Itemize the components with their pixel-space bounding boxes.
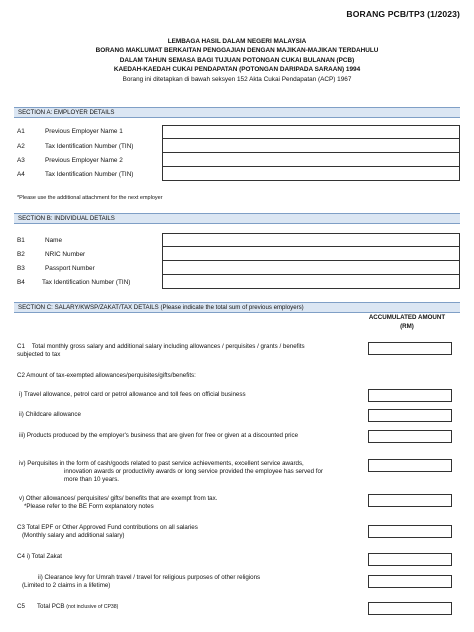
row-code-b1: B1 [17,237,25,244]
c3-text-a: C3 Total EPF or Other Approved Fund contributions on all salaries [17,524,198,531]
accumulated-amount-header [360,313,454,331]
passport-field[interactable] [162,261,460,275]
c5-pcb-amount-field[interactable] [368,602,452,615]
c4-i-description: C4 i) Total Zakat [17,553,62,560]
c2-v-text-b: *Please refer to the BE Form explanatory notes [24,503,154,510]
name-field[interactable] [162,233,460,247]
c4-levy-amount-field[interactable] [368,575,452,588]
c5-description [17,603,118,611]
c3-text-b: (Monthly salary and additional salary) [22,532,125,539]
c2-ii-amount-field[interactable] [368,409,452,422]
row-code-b2: B2 [17,251,25,258]
row-code-b4: B4 [17,279,25,286]
c5-note: (not inclusive of CP38) [66,604,119,610]
tin-employer-1-field[interactable] [162,139,460,153]
label-name: Name [45,237,63,244]
c2-iii-description: iii) Products produced by the employer's business that are given for free or given at a discounted price [19,432,299,439]
row-code-a2: A2 [17,143,25,150]
c4-ii-text-b: (Limited to 2 claims in a lifetime) [22,582,111,589]
currency-label: (RM) [400,323,414,330]
label-nric: NRIC Number [45,251,86,258]
c4-ii-text-a: ii) Clearance levy for Umrah travel / travel for religious purposes of other religions [38,574,261,581]
c2-iv-amount-field[interactable] [368,459,452,472]
c4-zakat-amount-field[interactable] [368,553,452,566]
c2-v-text-a: v) Other allowances/ perquisites/ gifts/ benefits that are exempt from tax. [19,495,218,502]
form-header [0,37,474,84]
header-line-3: DALAM TAHUN SEMASA BAGI TUJUAN POTONGAN CUKAI BULANAN (PCB) [119,56,355,64]
label-passport: Passport Number [45,265,95,272]
section-c-title: SECTION C: SALARY/KWSP/ZAKAT/TAX DETAILS (Please indicate the total sum of previous employers) [14,302,460,313]
row-code-b3: B3 [17,265,25,272]
accumulated-amount-label: ACCUMULATED AMOUNT [368,314,446,321]
c3-amount-field[interactable] [368,525,452,538]
tin-employer-2-field[interactable] [162,167,460,181]
section-a-title: SECTION A: EMPLOYER DETAILS [14,107,460,118]
c1-code: C1 [17,343,25,350]
row-code-a1: A1 [17,128,25,135]
c1-amount-field[interactable] [368,342,452,355]
header-line-5: Borang ini ditetapkan di bawah seksyen 152 Akta Cukai Pendapatan (ACP) 1967 [122,75,352,83]
c1-text-a: Total monthly gross salary and additional salary including allowances / perquisites / grants / benefits [31,343,305,350]
c5-code: C5 [17,603,25,610]
row-code-a3: A3 [17,157,25,164]
nric-field[interactable] [162,247,460,261]
previous-employer-1-field[interactable] [162,125,460,139]
c2-i-description: i) Travel allowance, petrol card or petrol allowance and toll fees on official business [19,391,246,398]
c2-i-amount-field[interactable] [368,389,452,402]
c1-text-b: subjected to tax [17,351,61,358]
previous-employer-2-field[interactable] [162,153,460,167]
label-tin-employer-2: Tax Identification Number (TIN) [45,171,134,178]
c2-iii-amount-field[interactable] [368,430,452,443]
header-line-4: KAEDAH-KAEDAH CUKAI PENDAPATAN (POTONGAN DARIPADA SARAAN) 1994 [113,66,361,74]
section-b-title: SECTION B: INDIVIDUAL DETAILS [14,213,460,224]
c2-iv-text-a: iv) Perquisites in the form of cash/goods related to past service achievements, excellent service awards, [19,460,304,467]
label-previous-employer-2: Previous Employer Name 2 [45,157,123,164]
header-line-1: LEMBAGA HASIL DALAM NEGERI MALAYSIA [167,38,307,45]
c2-ii-description: ii) Childcare allowance [19,411,81,418]
c2-description: C2 Amount of tax-exempted allowances/perquisites/gifts/benefits: [17,372,196,379]
form-code: BORANG PCB/TP3 (1/2023) [346,9,460,19]
c2-v-amount-field[interactable] [368,494,452,507]
label-individual-tin: Tax Identification Number (TIN) [42,279,131,286]
c2-iv-text-c: more than 10 years. [64,476,120,483]
c2-iv-text-b: innovation awards or productivity awards or long service provided the employee has served for [64,468,323,475]
c5-label: Total PCB [36,603,65,610]
row-code-a4: A4 [17,171,25,178]
additional-attachment-note: *Please use the additional attachment for the next employer [17,195,163,201]
c1-description [17,343,347,359]
label-tin-employer-1: Tax Identification Number (TIN) [45,143,134,150]
header-line-2: BORANG MAKLUMAT BERKAITAN PENGGAJIAN DENGAN MAJIKAN-MAJIKAN TERDAHULU [95,47,379,55]
label-previous-employer-1: Previous Employer Name 1 [45,128,123,135]
individual-tin-field[interactable] [162,275,460,289]
